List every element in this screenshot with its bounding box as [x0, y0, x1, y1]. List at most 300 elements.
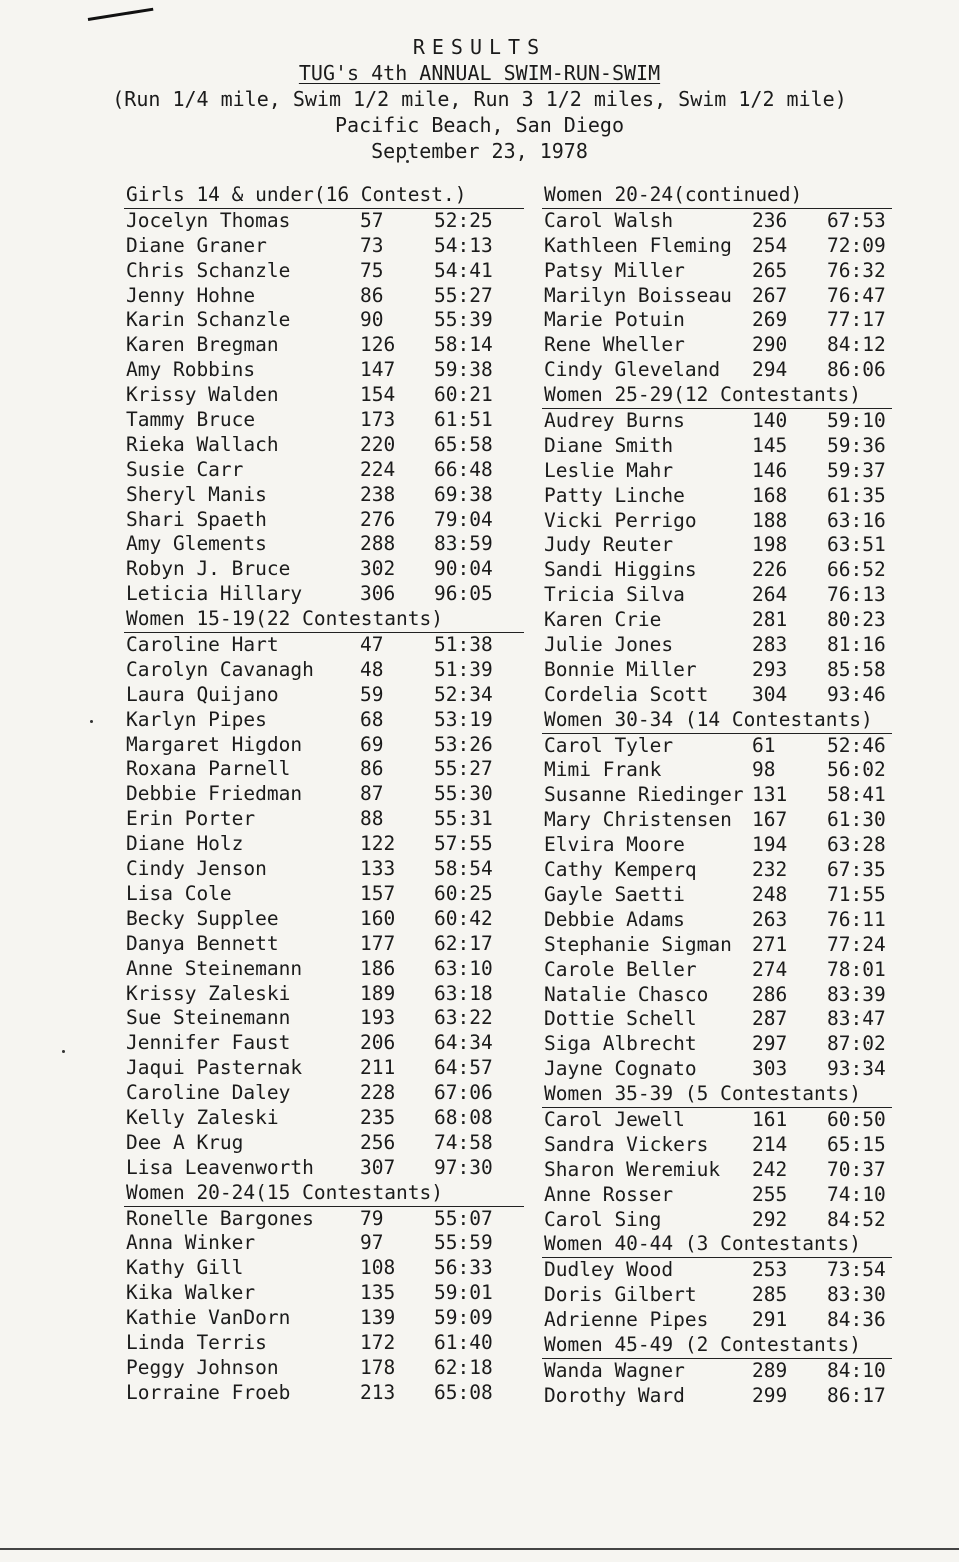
bib-number: 122: [360, 832, 396, 856]
racer-name: Vicki Perrigo: [544, 508, 697, 532]
racer-name: Karlyn Pipes: [126, 707, 267, 731]
bib-number: 286: [752, 982, 788, 1006]
finish-time: 97:30: [434, 1155, 493, 1179]
racer-name: Kathie VanDorn: [126, 1306, 291, 1330]
finish-time: 65:58: [434, 432, 493, 456]
racer-name: Carole Beller: [544, 957, 697, 981]
bib-number: 48: [360, 657, 384, 681]
finish-time: 63:51: [827, 533, 886, 557]
result-row: [124, 408, 524, 433]
result-row: [124, 757, 524, 782]
racer-name: Amy Robbins: [126, 358, 256, 382]
category-header: [124, 607, 524, 633]
racer-name: Amy Glements: [126, 532, 267, 556]
category-title: Women 30-34 (14 Contestants): [544, 707, 873, 731]
finish-time: 58:41: [827, 783, 886, 807]
racer-name: Tricia Silva: [544, 583, 685, 607]
bib-number: 87: [360, 782, 384, 806]
result-row: [542, 1133, 892, 1158]
finish-time: 57:55: [434, 832, 493, 856]
finish-time: 51:38: [434, 633, 493, 657]
result-row: [542, 259, 892, 284]
bib-number: 173: [360, 408, 396, 432]
racer-name: Robyn J. Bruce: [126, 557, 291, 581]
bib-number: 285: [752, 1283, 788, 1307]
finish-time: 87:02: [827, 1032, 886, 1056]
finish-time: 83:59: [434, 532, 493, 556]
racer-name: Susie Carr: [126, 457, 244, 481]
result-row: [124, 358, 524, 383]
racer-name: Sheryl Manis: [126, 482, 267, 506]
finish-time: 60:50: [827, 1107, 886, 1131]
bib-number: 139: [360, 1306, 396, 1330]
bib-number: 172: [360, 1330, 396, 1354]
bib-number: 135: [360, 1281, 396, 1305]
bib-number: 69: [360, 732, 384, 756]
finish-time: 59:38: [434, 358, 493, 382]
finish-time: 60:42: [434, 906, 493, 930]
finish-time: 67:53: [827, 208, 886, 232]
finish-time: 76:13: [827, 583, 886, 607]
finish-time: 84:10: [827, 1358, 886, 1382]
racer-name: Natalie Chasco: [544, 982, 709, 1006]
bib-number: 189: [360, 981, 396, 1005]
result-row: [542, 1007, 892, 1032]
racer-name: Leslie Mahr: [544, 458, 674, 482]
result-row: [542, 358, 892, 383]
result-row: [542, 1359, 892, 1384]
finish-time: 59:37: [827, 458, 886, 482]
finish-time: 59:36: [827, 433, 886, 457]
finish-time: 64:34: [434, 1031, 493, 1055]
results-column-right: [542, 183, 892, 1409]
racer-name: Doris Gilbert: [544, 1283, 697, 1307]
bib-number: 61: [752, 733, 776, 757]
finish-time: 63:28: [827, 833, 886, 857]
result-row: [542, 509, 892, 534]
result-row: [542, 1283, 892, 1308]
result-row: [124, 234, 524, 259]
result-row: [542, 558, 892, 583]
results-column-left: [124, 183, 524, 1406]
racer-name: Stephanie Sigman: [544, 932, 732, 956]
bib-number: 238: [360, 482, 396, 506]
result-row: [124, 532, 524, 557]
finish-time: 83:39: [827, 982, 886, 1006]
pen-mark: [88, 8, 154, 21]
category-title: Women 20-24(15 Contestants): [126, 1180, 443, 1204]
finish-time: 62:17: [434, 931, 493, 955]
result-row: [542, 1183, 892, 1208]
bib-number: 131: [752, 783, 788, 807]
racer-name: Audrey Burns: [544, 409, 685, 433]
bib-number: 224: [360, 457, 396, 481]
category-header: [542, 1333, 892, 1359]
result-row: [542, 1108, 892, 1133]
finish-time: 55:27: [434, 283, 493, 307]
racer-name: Debbie Friedman: [126, 782, 303, 806]
racer-name: Gayle Saetti: [544, 882, 685, 906]
racer-name: Sandra Vickers: [544, 1132, 709, 1156]
result-row: [124, 209, 524, 234]
finish-time: 84:52: [827, 1207, 886, 1231]
bib-number: 290: [752, 333, 788, 357]
racer-name: Carol Tyler: [544, 733, 674, 757]
racer-name: Leticia Hillary: [126, 582, 303, 606]
result-row: [124, 807, 524, 832]
racer-name: Sue Steinemann: [126, 1006, 291, 1030]
result-row: [542, 658, 892, 683]
finish-time: 77:24: [827, 932, 886, 956]
result-row: [124, 907, 524, 932]
result-row: [124, 1056, 524, 1081]
finish-time: 54:13: [434, 233, 493, 257]
racer-name: Krissy Zaleski: [126, 981, 291, 1005]
bib-number: 297: [752, 1032, 788, 1056]
racer-name: Danya Bennett: [126, 931, 279, 955]
result-row: [542, 1057, 892, 1082]
bib-number: 73: [360, 233, 384, 257]
category-header: [124, 1181, 524, 1207]
result-row: [124, 1331, 524, 1356]
finish-time: 56:02: [827, 758, 886, 782]
finish-time: 67:06: [434, 1081, 493, 1105]
racer-name: Mimi Frank: [544, 758, 662, 782]
result-row: [124, 1131, 524, 1156]
bib-number: 232: [752, 858, 788, 882]
bib-number: 288: [360, 532, 396, 556]
bib-number: 145: [752, 433, 788, 457]
bib-number: 147: [360, 358, 396, 382]
result-row: [542, 858, 892, 883]
category-title: Women 45-49 (2 Contestants): [544, 1332, 861, 1356]
finish-time: 86:17: [827, 1383, 886, 1407]
result-row: [124, 284, 524, 309]
bib-number: 59: [360, 682, 384, 706]
result-row: [124, 1207, 524, 1232]
result-row: [124, 1356, 524, 1381]
bib-number: 79: [360, 1206, 384, 1230]
result-row: [542, 608, 892, 633]
finish-time: 55:59: [434, 1231, 493, 1255]
finish-time: 71:55: [827, 882, 886, 906]
result-row: [124, 832, 524, 857]
category-title: Women 25-29(12 Contestants): [544, 383, 861, 407]
result-row: [124, 557, 524, 582]
result-row: [124, 957, 524, 982]
event-name: TUG's 4th ANNUAL SWIM-RUN-SWIM: [298, 61, 661, 85]
racer-name: Laura Quijano: [126, 682, 279, 706]
result-row: [124, 782, 524, 807]
bib-number: 214: [752, 1132, 788, 1156]
finish-time: 66:52: [827, 558, 886, 582]
bib-number: 146: [752, 458, 788, 482]
bib-number: 206: [360, 1031, 396, 1055]
result-row: [542, 683, 892, 708]
result-row: [542, 1258, 892, 1283]
racer-name: Karin Schanzle: [126, 308, 291, 332]
racer-name: Patty Linche: [544, 483, 685, 507]
result-row: [542, 1032, 892, 1057]
category-title: Women 15-19(22 Contestants): [126, 607, 443, 631]
category-header: [542, 383, 892, 409]
bib-number: 289: [752, 1358, 788, 1382]
speck: [62, 1050, 65, 1053]
bib-number: 108: [360, 1256, 396, 1280]
bib-number: 248: [752, 882, 788, 906]
racer-name: Jayne Cognato: [544, 1057, 697, 1081]
result-row: [542, 883, 892, 908]
finish-time: 84:12: [827, 333, 886, 357]
racer-name: Rieka Wallach: [126, 432, 279, 456]
bib-number: 253: [752, 1258, 788, 1282]
result-row: [124, 458, 524, 483]
racer-name: Lisa Leavenworth: [126, 1155, 314, 1179]
racer-name: Marilyn Boisseau: [544, 283, 732, 307]
result-row: [124, 932, 524, 957]
racer-name: Siga Albrecht: [544, 1032, 697, 1056]
bib-number: 264: [752, 583, 788, 607]
result-row: [542, 808, 892, 833]
speck: [90, 720, 93, 723]
racer-name: Caroline Hart: [126, 633, 279, 657]
result-row: [124, 982, 524, 1007]
finish-time: 78:01: [827, 957, 886, 981]
finish-time: 51:39: [434, 657, 493, 681]
racer-name: Tammy Bruce: [126, 408, 256, 432]
racer-name: Shari Spaeth: [126, 507, 267, 531]
bib-number: 220: [360, 432, 396, 456]
finish-time: 69:38: [434, 482, 493, 506]
finish-time: 63:10: [434, 956, 493, 980]
racer-name: Roxana Parnell: [126, 757, 291, 781]
bib-number: 90: [360, 308, 384, 332]
result-row: [124, 1231, 524, 1256]
racer-name: Elvira Moore: [544, 833, 685, 857]
racer-name: Susanne Riedinger: [544, 783, 744, 807]
category-header: [124, 183, 524, 209]
result-row: [124, 508, 524, 533]
bib-number: 126: [360, 333, 396, 357]
result-row: [124, 1106, 524, 1131]
bib-number: 276: [360, 507, 396, 531]
racer-name: Jenny Hohne: [126, 283, 256, 307]
finish-time: 63:18: [434, 981, 493, 1005]
result-row: [542, 1384, 892, 1409]
bib-number: 303: [752, 1057, 788, 1081]
finish-time: 59:09: [434, 1306, 493, 1330]
finish-time: 55:39: [434, 308, 493, 332]
finish-time: 65:15: [827, 1132, 886, 1156]
racer-name: Sharon Weremiuk: [544, 1157, 721, 1181]
racer-name: Cathy Kemperq: [544, 858, 697, 882]
racer-name: Anna Winker: [126, 1231, 256, 1255]
racer-name: Jennifer Faust: [126, 1031, 291, 1055]
category-title: Girls 14 & under(16 Contest.): [126, 183, 467, 206]
result-row: [124, 1156, 524, 1181]
result-row: [124, 582, 524, 607]
event-location: Pacific Beach, San Diego: [335, 113, 624, 137]
finish-time: 61:35: [827, 483, 886, 507]
finish-time: 61:40: [434, 1330, 493, 1354]
result-row: [124, 1031, 524, 1056]
result-row: [124, 1256, 524, 1281]
bib-number: 294: [752, 358, 788, 382]
finish-time: 59:01: [434, 1281, 493, 1305]
result-row: [124, 259, 524, 284]
result-row: [542, 933, 892, 958]
finish-time: 55:07: [434, 1206, 493, 1230]
racer-name: Becky Supplee: [126, 906, 279, 930]
finish-time: 80:23: [827, 608, 886, 632]
bib-number: 193: [360, 1006, 396, 1030]
bib-number: 306: [360, 582, 396, 606]
bib-number: 281: [752, 608, 788, 632]
finish-time: 70:37: [827, 1157, 886, 1181]
result-row: [542, 1158, 892, 1183]
result-row: [542, 434, 892, 459]
racer-name: Carol Walsh: [544, 208, 674, 232]
result-row: [542, 1208, 892, 1233]
finish-time: 76:32: [827, 258, 886, 282]
finish-time: 81:16: [827, 633, 886, 657]
racer-name: Anne Steinemann: [126, 956, 303, 980]
bib-number: 213: [360, 1380, 396, 1404]
finish-time: 53:19: [434, 707, 493, 731]
finish-time: 55:27: [434, 757, 493, 781]
racer-name: Kelly Zaleski: [126, 1105, 279, 1129]
bib-number: 211: [360, 1056, 396, 1080]
finish-time: 66:48: [434, 457, 493, 481]
finish-time: 93:34: [827, 1057, 886, 1081]
racer-name: Rene Wheller: [544, 333, 685, 357]
finish-time: 60:25: [434, 881, 493, 905]
bib-number: 68: [360, 707, 384, 731]
bib-number: 177: [360, 931, 396, 955]
bib-number: 86: [360, 283, 384, 307]
racer-name: Adrienne Pipes: [544, 1308, 709, 1332]
finish-time: 59:10: [827, 409, 886, 433]
bib-number: 226: [752, 558, 788, 582]
finish-time: 61:30: [827, 808, 886, 832]
result-row: [124, 483, 524, 508]
racer-name: Margaret Higdon: [126, 732, 303, 756]
event-date: September 23, 1978: [371, 139, 588, 163]
category-header: [542, 1232, 892, 1258]
racer-name: Marie Potuin: [544, 308, 685, 332]
finish-time: 68:08: [434, 1105, 493, 1129]
result-row: [124, 333, 524, 358]
racer-name: Cindy Jenson: [126, 857, 267, 881]
finish-time: 83:30: [827, 1283, 886, 1307]
result-row: [124, 1306, 524, 1331]
finish-time: 86:06: [827, 358, 886, 382]
finish-time: 84:36: [827, 1308, 886, 1332]
racer-name: Erin Porter: [126, 807, 256, 831]
finish-time: 74:58: [434, 1130, 493, 1154]
bib-number: 267: [752, 283, 788, 307]
result-row: [124, 1081, 524, 1106]
bib-number: 271: [752, 932, 788, 956]
bib-number: 198: [752, 533, 788, 557]
result-row: [124, 1381, 524, 1406]
category-title: Women 35-39 (5 Contestants): [544, 1082, 861, 1106]
finish-time: 52:46: [827, 733, 886, 757]
result-row: [124, 433, 524, 458]
bib-number: 265: [752, 258, 788, 282]
result-row: [542, 734, 892, 759]
finish-time: 60:21: [434, 383, 493, 407]
result-row: [542, 484, 892, 509]
category-header: [542, 1082, 892, 1108]
racer-name: Lisa Cole: [126, 881, 232, 905]
racer-name: Julie Jones: [544, 633, 674, 657]
finish-time: 58:54: [434, 857, 493, 881]
bib-number: 293: [752, 657, 788, 681]
bib-number: 98: [752, 758, 776, 782]
finish-time: 52:34: [434, 682, 493, 706]
bib-number: 167: [752, 808, 788, 832]
racer-name: Carol Sing: [544, 1207, 662, 1231]
result-row: [124, 733, 524, 758]
finish-time: 55:31: [434, 807, 493, 831]
bib-number: 291: [752, 1308, 788, 1332]
finish-time: 79:04: [434, 507, 493, 531]
result-row: [124, 383, 524, 408]
racer-name: Diane Graner: [126, 233, 267, 257]
finish-time: 96:05: [434, 582, 493, 606]
finish-time: 85:58: [827, 657, 886, 681]
bib-number: 194: [752, 833, 788, 857]
bib-number: 154: [360, 383, 396, 407]
bib-number: 97: [360, 1231, 384, 1255]
result-row: [124, 708, 524, 733]
finish-time: 73:54: [827, 1258, 886, 1282]
racer-name: Kathleen Fleming: [544, 233, 732, 257]
result-row: [542, 958, 892, 983]
racer-name: Ronelle Bargones: [126, 1206, 314, 1230]
racer-name: Jocelyn Thomas: [126, 208, 291, 232]
racer-name: Diane Holz: [126, 832, 244, 856]
bib-number: 75: [360, 258, 384, 282]
finish-time: 58:14: [434, 333, 493, 357]
racer-name: Bonnie Miller: [544, 657, 697, 681]
racer-name: Karen Crie: [544, 608, 662, 632]
course-description: (Run 1/4 mile, Swim 1/2 mile, Run 3 1/2 miles, Swim 1/2 mile): [112, 87, 847, 111]
racer-name: Judy Reuter: [544, 533, 674, 557]
bib-number: 283: [752, 633, 788, 657]
bib-number: 161: [752, 1107, 788, 1131]
bib-number: 287: [752, 1007, 788, 1031]
bib-number: 235: [360, 1105, 396, 1129]
bib-number: 160: [360, 906, 396, 930]
finish-time: 76:47: [827, 283, 886, 307]
finish-time: 65:08: [434, 1380, 493, 1404]
bib-number: 255: [752, 1182, 788, 1206]
bib-number: 178: [360, 1355, 396, 1379]
racer-name: Peggy Johnson: [126, 1355, 279, 1379]
finish-time: 77:17: [827, 308, 886, 332]
result-row: [542, 209, 892, 234]
result-row: [542, 333, 892, 358]
finish-time: 63:22: [434, 1006, 493, 1030]
result-row: [124, 633, 524, 658]
finish-time: 76:11: [827, 907, 886, 931]
page-edge-line: [0, 1548, 959, 1550]
bib-number: 228: [360, 1081, 396, 1105]
finish-time: 67:35: [827, 858, 886, 882]
result-row: [124, 857, 524, 882]
